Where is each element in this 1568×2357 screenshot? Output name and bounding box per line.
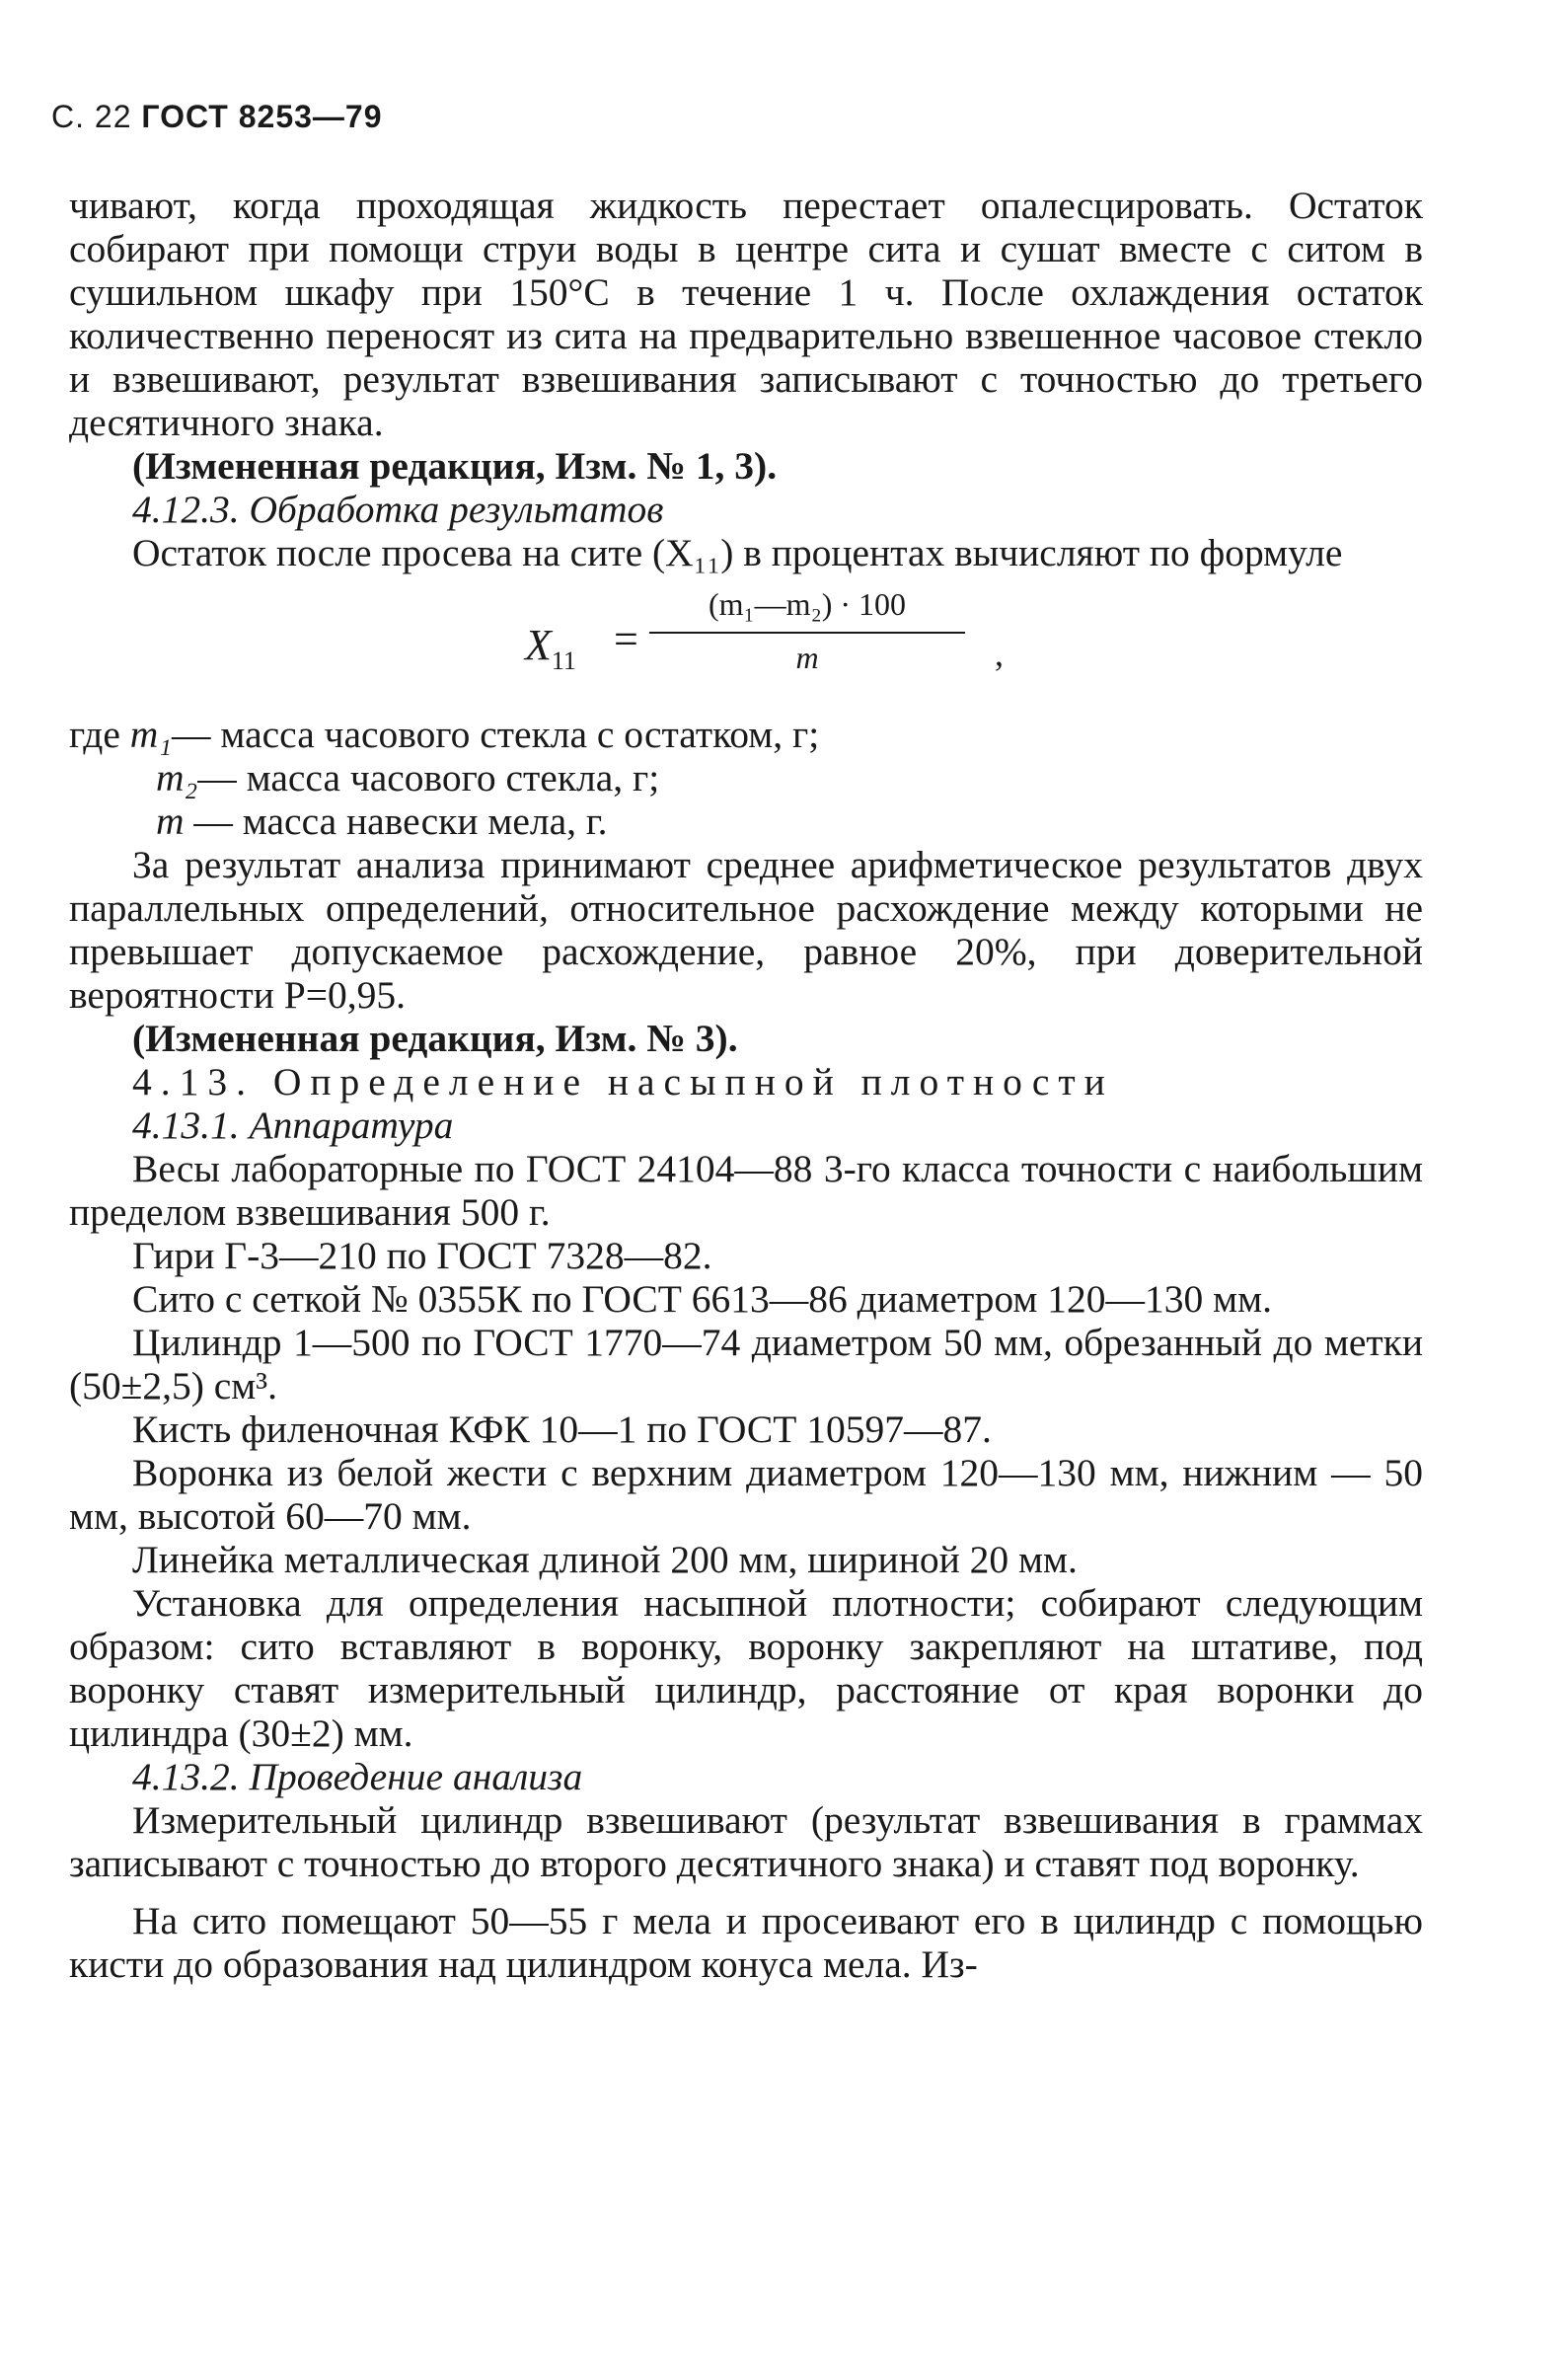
legend-item (69, 799, 1423, 843)
paragraph-result: За результат анализа принимают среднее арифметическое результатов двух параллельных определений, относительное расхождение между которыми не превышает допускаемое расхождение, равное 20%, при доверительной вероятности P=0,95. (69, 843, 1423, 1017)
formula-x11 (69, 574, 1423, 713)
paragraph-procedure: Измерительный цилиндр взвешивают (результат взвешивания в граммах записывают с точностью до второго десятичного знака) и ставят под воронку. (69, 1798, 1423, 1885)
paragraph-formula-intro: Остаток после просева на сите (X₁₁) в процентах вычисляют по формуле (132, 531, 1343, 574)
equipment-item: Весы лабораторные по ГОСТ 24104—88 3-го класса точности с наибольшим пределом взвешивания 500 г. (69, 1147, 1423, 1234)
legend-item (69, 713, 1423, 756)
formula-comma: , (995, 634, 1004, 673)
section-4-13-heading: 4.13. Определение насыпной плотности (132, 1060, 1114, 1103)
equipment-item: Установка для определения насыпной плотности; собирают следующим образом: сито вставляют в воронку, воронку закрепляют на штативе, под воронку ставят измерительный цилиндр, расстояние от края воронки до цилиндра (30±2) мм. (69, 1581, 1423, 1755)
page-header (51, 99, 383, 135)
standard-number: ГОСТ 8253—79 (141, 99, 383, 134)
section-4-13-2-heading: 4.13.2. Проведение анализа (132, 1755, 583, 1798)
section-4-12-3-heading: 4.12.3. Обработка результатов (132, 488, 664, 531)
formula-numerator: (m₁—m₂) · 100 (708, 586, 907, 622)
legend-text: — масса часового стекла с остатком, г; (172, 713, 820, 756)
paragraph-procedure: На сито помещают 50—55 г мела и просеивают его в цилиндр с помощью кисти до образования над цилиндром конуса мела. Из- (69, 1899, 1423, 1986)
legend-symbol: m₁ (129, 713, 173, 756)
document-body (69, 184, 1423, 1986)
equipment-item: Кисть филеночная КФК 10—1 по ГОСТ 10597—87. (132, 1407, 992, 1451)
equipment-item: Гири Г-3—210 по ГОСТ 7328—82. (132, 1234, 712, 1277)
legend-symbol: m₂ (156, 756, 198, 799)
revision-note: (Измененная редакция, Изм. № 3). (132, 1017, 738, 1060)
section-4-13-1-heading: 4.13.1. Аппаратура (132, 1103, 454, 1147)
equipment-item: Воронка из белой жести с верхним диаметром 120—130 мм, нижним — 50 мм, высотой 60—70 мм. (69, 1451, 1423, 1538)
equipment-item: Линейка металлическая длиной 200 мм, шириной 20 мм. (132, 1538, 1078, 1581)
formula-fraction (649, 582, 965, 679)
legend-intro: где (69, 713, 120, 756)
formula-legend (69, 713, 1423, 843)
legend-text: — масса часового стекла, г; (197, 756, 660, 799)
formula-lhs: $X_{11}$ (525, 621, 576, 675)
formula-denominator: m (795, 640, 819, 675)
page-number: С. 22 (51, 99, 132, 134)
equipment-item: Сито с сеткой № 0355К по ГОСТ 6613—86 диаметром 120—130 мм. (132, 1277, 1273, 1321)
paragraph-continuation: чивают, когда проходящая жидкость перестает опалесцировать. Остаток собирают при помощи струи воды в центре сита и сушат вместе с ситом в сушильном шкафу при 150°С в течение 1 ч. После охлаждения остаток количественно переносят из сита на предварительно взвешенное часовое стекло и взвешивают, результат взвешивания записывают с точностью до третьего десятичного знака. (69, 184, 1423, 444)
formula-equals: = (614, 615, 638, 663)
legend-item (69, 756, 1423, 799)
equipment-item: Цилиндр 1—500 по ГОСТ 1770—74 диаметром 50 мм, обрезанный до метки (50±2,5) см³. (69, 1321, 1423, 1407)
revision-note: (Измененная редакция, Изм. № 1, 3). (132, 444, 778, 488)
legend-symbol: m (156, 799, 185, 843)
legend-text: — масса навески мела, г. (184, 799, 608, 843)
